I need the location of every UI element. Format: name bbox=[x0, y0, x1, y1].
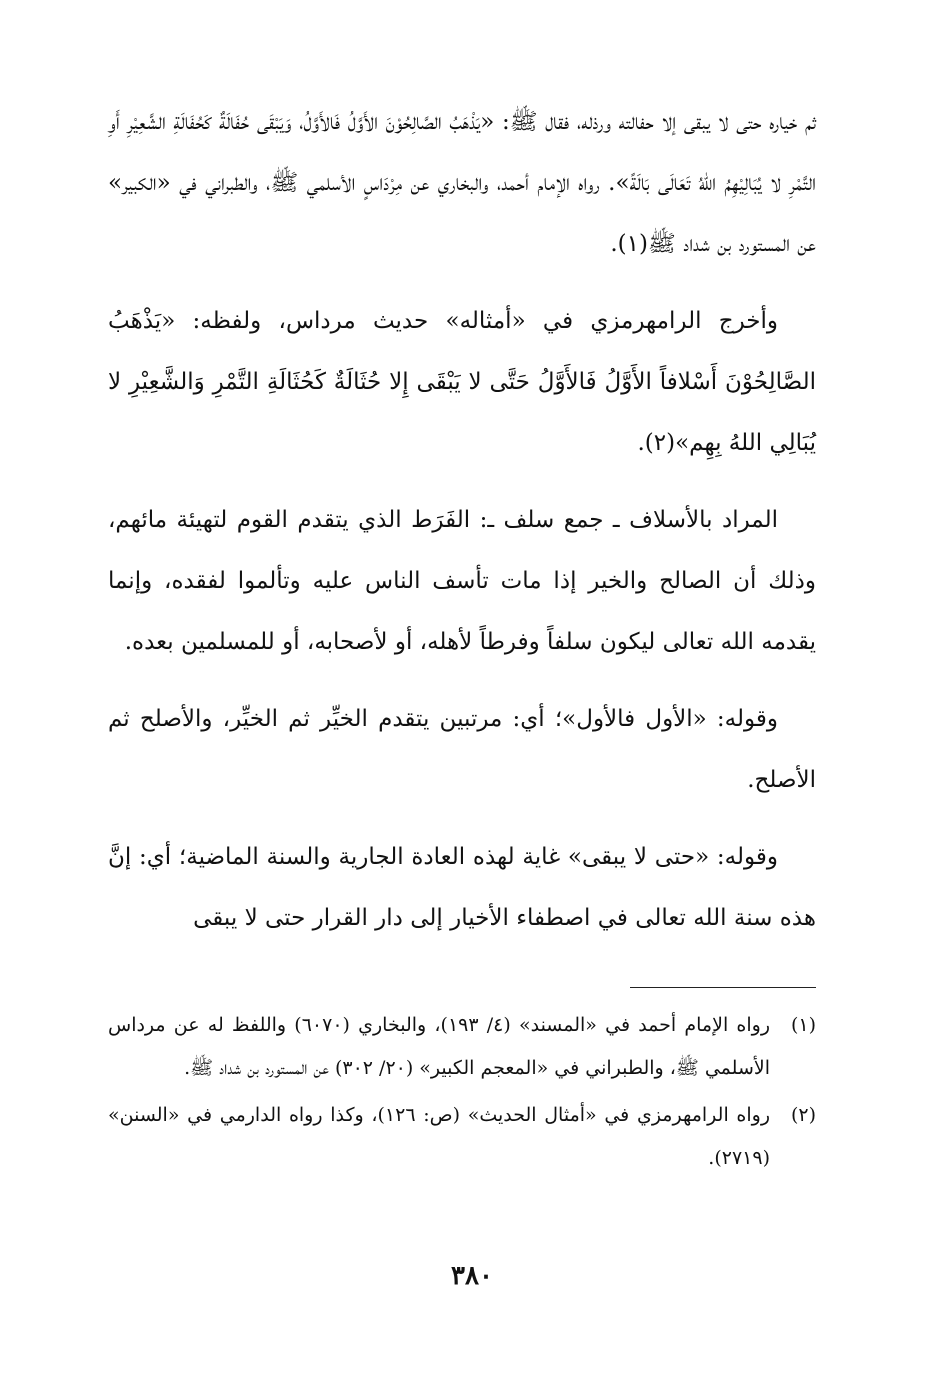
paragraph-4: وقوله: «الأول فالأول»؛ أي: مرتبين يتقدم الخيِّر ثم الخيِّر، والأصلح ثم الأصلح. bbox=[108, 706, 816, 793]
paragraph-5: وقوله: «حتى لا يبقى» غاية لهذه العادة الجارية والسنة الماضية؛ أي: إنَّ هذه سنة الله تعالى في اصطفاء الأخيار إلى دار القرار حتى لا يبقى bbox=[108, 844, 816, 931]
footnotes bbox=[108, 1004, 816, 1184]
paragraph-3: المراد بالأسلاف ـ جمع سلف ـ: الفَرَط الذي يتقدم القوم لتهيئة مائهم، وذلك أن الصالح والخير إذا مات تأسف الناس عليه وتألموا لفقده، وإنما يقدمه الله تعالى ليكون سلفاً وفرطاً لأهله، أو لأصحابه، أو للمسلمين بعده. bbox=[108, 507, 816, 655]
footnote-1-text: رواه الإمام أحمد في «المسند» (٤/ ١٩٣)، والبخاري (٦٠٧٠) واللفظ له عن مرداس الأسلمي ﷺ، والطبراني في «المعجم الكبير» (٢٠/ ٣٠٢) عن المستورد بن شداد ﷺ. bbox=[108, 1014, 770, 1079]
footnote-2-number: (٢) bbox=[790, 1104, 816, 1126]
footnote-1-number: (١) bbox=[790, 1014, 816, 1036]
footnote-2-text: رواه الرامهرمزي في «أمثال الحديث» (ص: ١٢٦)، وكذا رواه الدارمي في «السنن» (٢٧١٩). bbox=[108, 1104, 770, 1169]
paragraph-1: ثم خياره حتى لا يبقى إلا حفالته ورذله، فقال ﷺ: «يَذْهَبُ الصَّالِحُوْنَ الأَوَّلُ فَالأَوَّلُ، وَيَبْقَى حُفَالَةٌ كَحُفَالَةِ الشَّعِيْرِ أَوِ التَّمْرِ لا يُبَالِيْهِمُ اللهُ تَعَالَى بَالَةً». رواه الإمام أحمد، والبخاري عن مِرْدَاسٍ الأسلمي ﷺ، والطبراني في «الكبير» عن المستورد بن شداد ﷺ(١). bbox=[108, 109, 816, 257]
main-text bbox=[108, 92, 816, 965]
footnote-1 bbox=[108, 1004, 816, 1090]
paragraph-2: وأخرج الرامهرمزي في «أمثاله» حديث مرداس، ولفظه: «يَذْهَبُ الصَّالِحُوْنَ أَسْلافاً الأَوَّلُ فَالأَوَّلُ حَتَّى لا يَبْقَى إِلا حُثَالَةٌ كَحُثَالَةِ التَّمْرِ وَالشَّعِيْرِ لا يُبَالِي اللهُ بِهِم»(٢). bbox=[108, 308, 816, 456]
footnote-separator bbox=[630, 987, 816, 988]
page-number: ٣٨٠ bbox=[451, 1261, 493, 1291]
footnote-2 bbox=[108, 1094, 816, 1180]
